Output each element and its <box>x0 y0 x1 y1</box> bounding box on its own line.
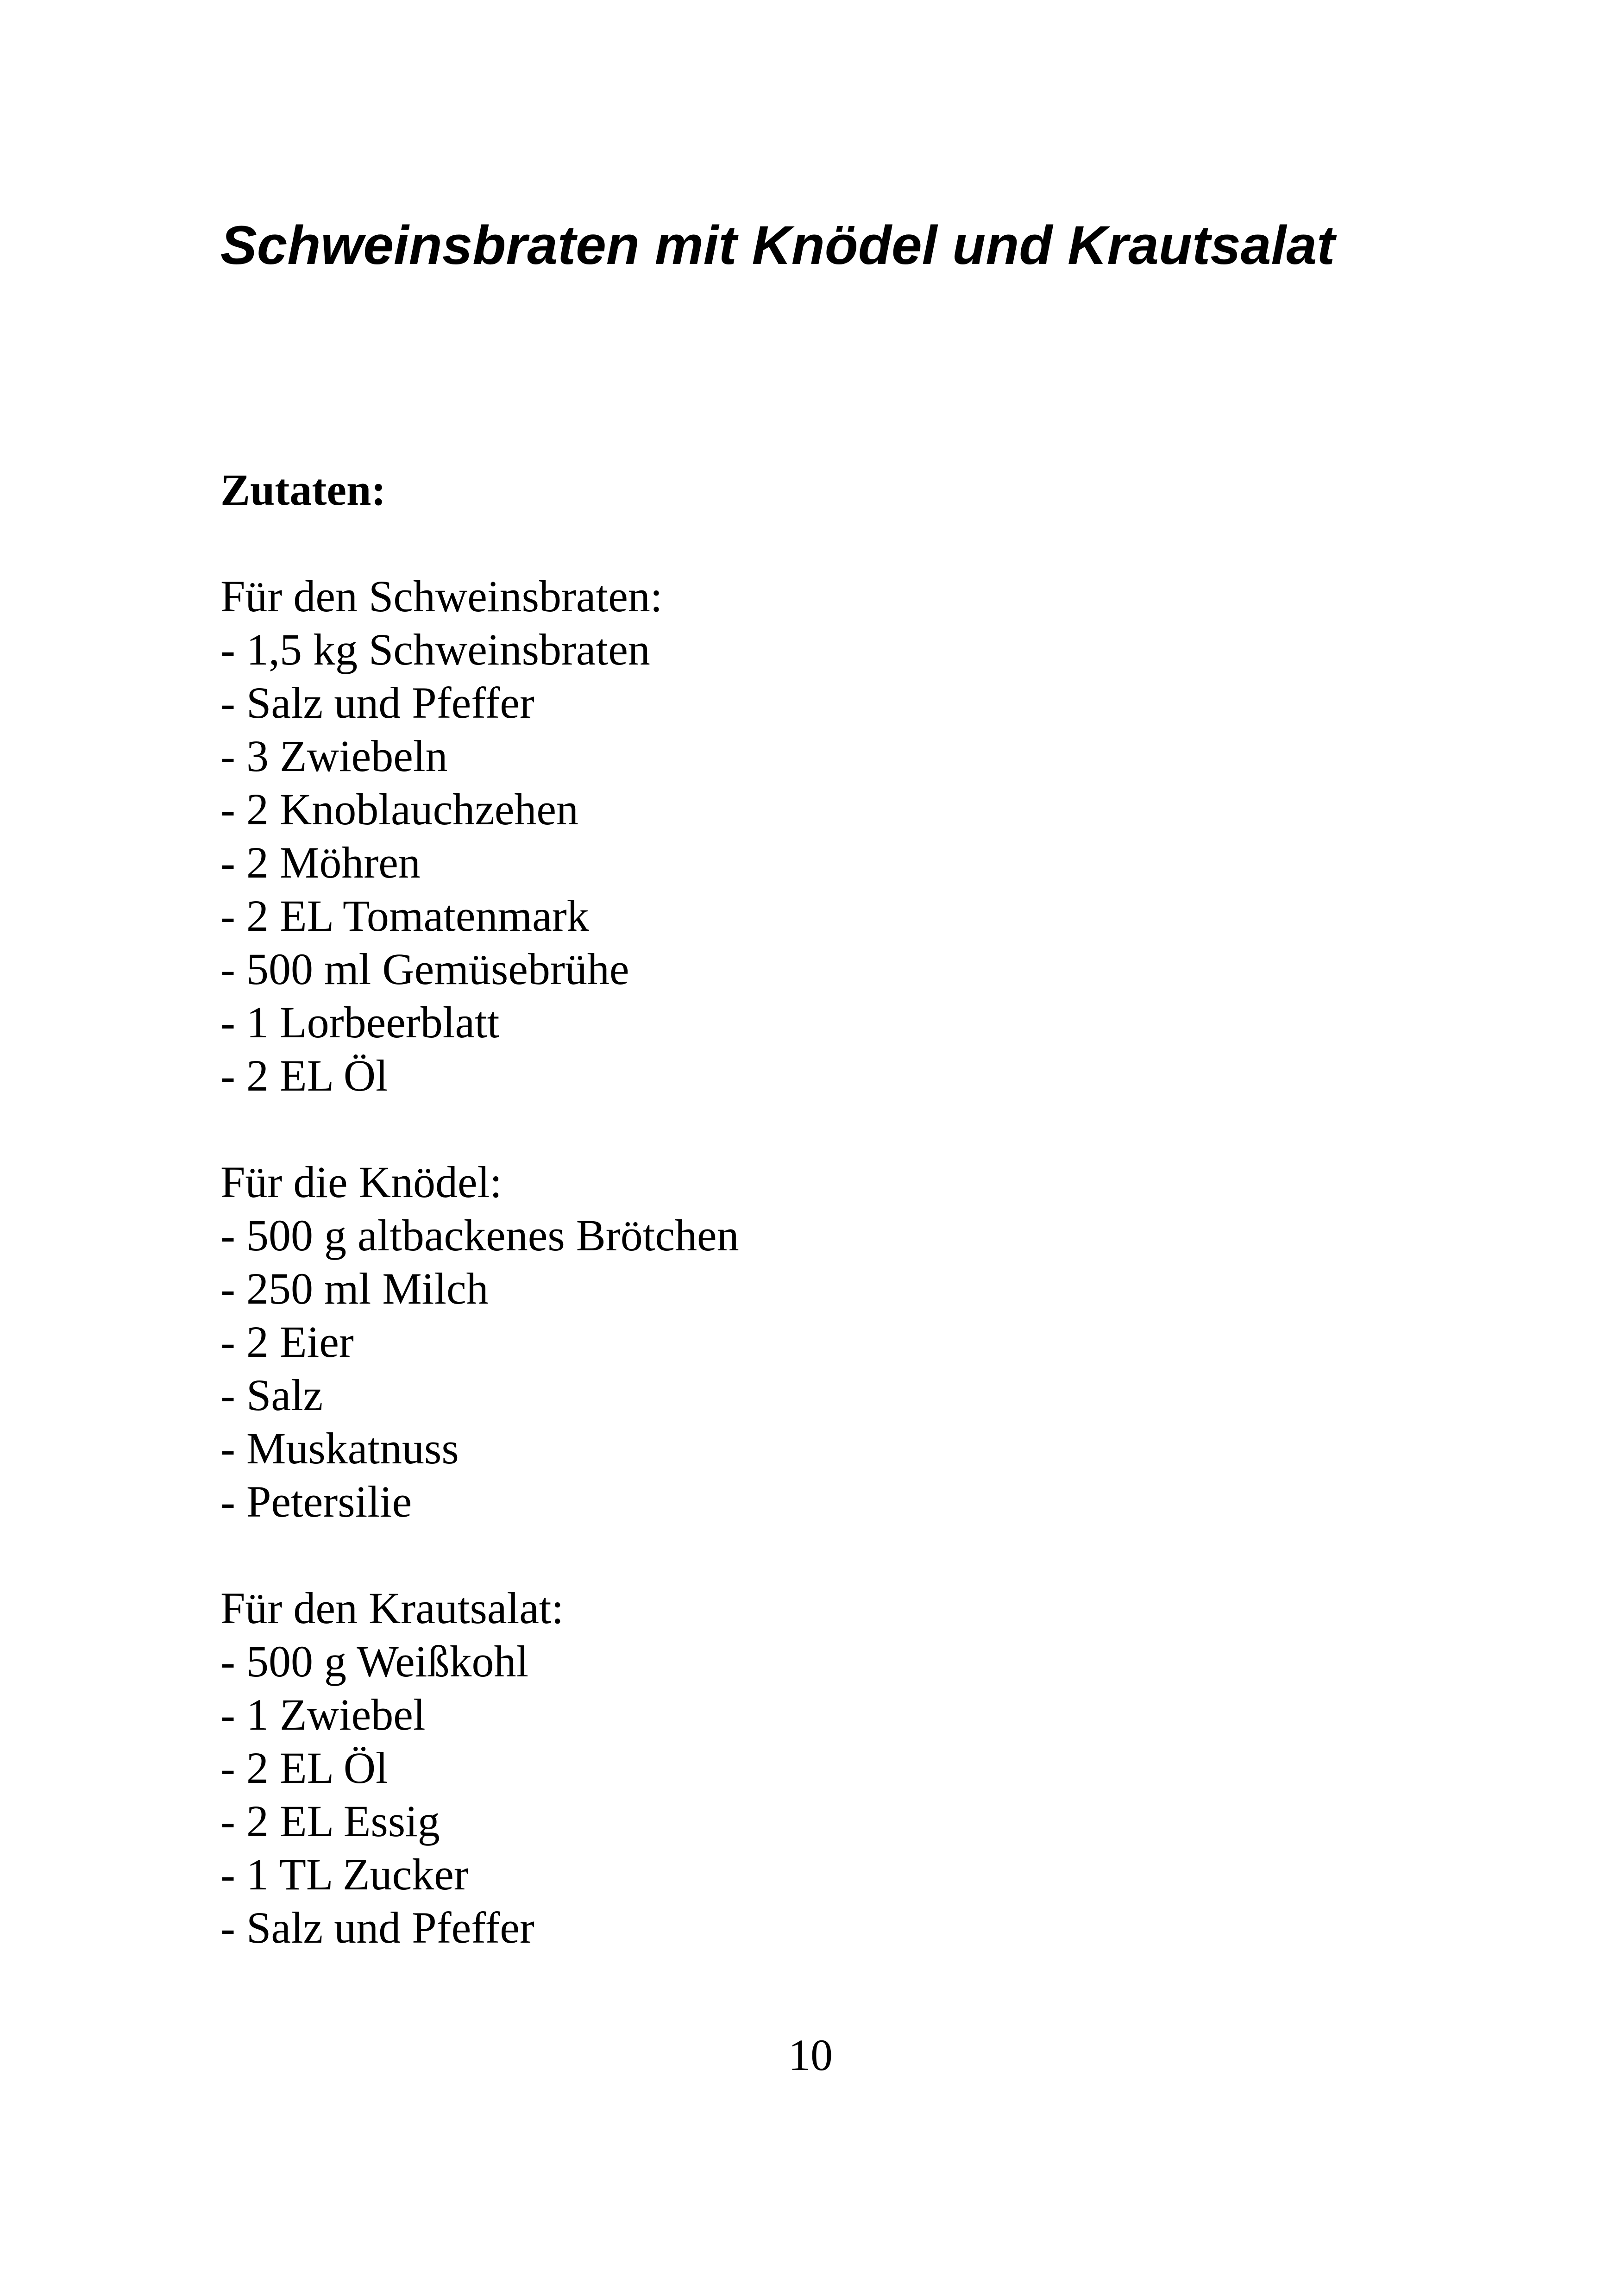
ingredient-item: - 2 EL Essig <box>220 1796 440 1846</box>
ingredient-item: - Muskatnuss <box>220 1424 459 1473</box>
section-schweinsbraten <box>220 570 1425 1102</box>
ingredient-item: - 500 g Weißkohl <box>220 1637 529 1686</box>
page-title: Schweinsbraten mit Knödel und Krautsalat <box>220 215 1335 276</box>
ingredient-list <box>220 1635 1425 1954</box>
section-label: Für den Krautsalat: <box>220 1583 564 1633</box>
ingredient-item: - 2 Knoblauchzehen <box>220 784 579 834</box>
ingredients-block <box>220 463 1425 1954</box>
ingredient-item: - 2 EL Öl <box>220 1051 388 1100</box>
ingredient-item: - 1 TL Zucker <box>220 1850 469 1899</box>
page-number: 10 <box>788 2030 833 2080</box>
ingredient-item: - Salz und Pfeffer <box>220 678 534 728</box>
section-krautsalat <box>220 1581 1425 1954</box>
section-label: Für die Knödel: <box>220 1157 502 1207</box>
ingredient-list <box>220 623 1425 1102</box>
ingredient-item: - 2 EL Öl <box>220 1743 388 1793</box>
ingredient-list <box>220 1209 1425 1528</box>
ingredient-item: - 1 Lorbeerblatt <box>220 997 500 1047</box>
ingredient-item: - 500 ml Gemüsebrühe <box>220 944 629 994</box>
ingredient-item: - 1 Zwiebel <box>220 1690 426 1739</box>
ingredient-item: - Salz <box>220 1370 323 1420</box>
ingredient-item: - 1,5 kg Schweinsbraten <box>220 625 650 674</box>
ingredient-item: - 2 Möhren <box>220 838 421 887</box>
section-label: Für den Schweinsbraten: <box>220 571 663 621</box>
ingredient-item: - 250 ml Milch <box>220 1264 489 1313</box>
ingredient-item: - 2 EL Tomatenmark <box>220 891 589 941</box>
ingredient-item: - Petersilie <box>220 1477 412 1526</box>
ingredient-item: - 3 Zwiebeln <box>220 731 448 781</box>
ingredients-heading: Zutaten: <box>220 465 386 514</box>
ingredient-item: - Salz und Pfeffer <box>220 1903 534 1952</box>
ingredient-item: - 2 Eier <box>220 1317 354 1367</box>
ingredient-item: - 500 g altbackenes Brötchen <box>220 1211 739 1260</box>
section-knoedel <box>220 1155 1425 1528</box>
